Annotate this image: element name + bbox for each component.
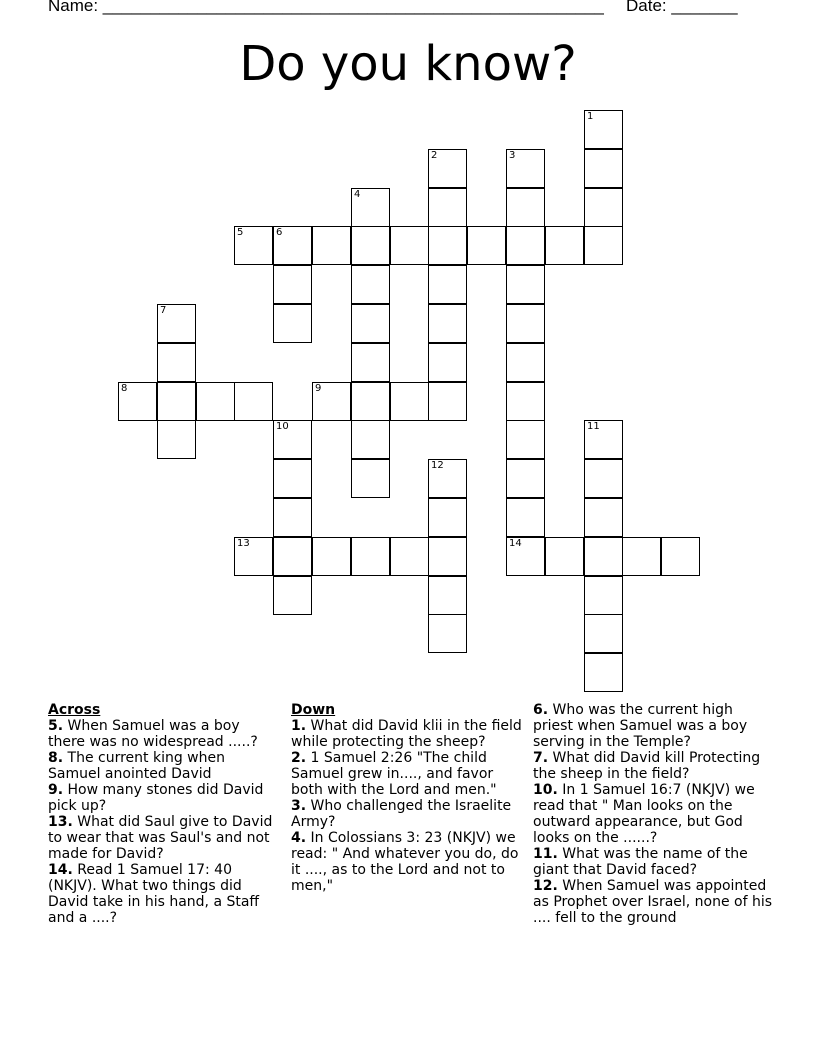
grid-cell[interactable] bbox=[584, 149, 623, 188]
grid-cell[interactable] bbox=[273, 265, 312, 304]
down-clues bbox=[291, 702, 523, 894]
clue-across-5: 5. When Samuel was a boy there was no widespread .....? bbox=[48, 718, 258, 750]
grid-cell[interactable] bbox=[506, 226, 545, 265]
grid-cell[interactable] bbox=[506, 188, 545, 227]
clue-down-4: 4. In Colossians 3: 23 (NKJV) we read: " And whatever you do, do it ...., as to the Lord and not to men," bbox=[291, 830, 519, 894]
grid-cell[interactable] bbox=[351, 537, 390, 576]
grid-cell[interactable] bbox=[506, 265, 545, 304]
grid-cell[interactable] bbox=[390, 537, 429, 576]
grid-cell[interactable] bbox=[467, 226, 506, 265]
clue-number: 3 bbox=[509, 150, 516, 161]
grid-cell[interactable] bbox=[273, 537, 312, 576]
grid-cell[interactable] bbox=[428, 188, 467, 227]
grid-cell[interactable] bbox=[157, 343, 196, 382]
grid-cell[interactable] bbox=[661, 537, 700, 576]
grid-cell[interactable] bbox=[351, 188, 390, 227]
grid-cell[interactable] bbox=[351, 382, 390, 421]
clue-across-13: 13. What did Saul give to David to wear that was Saul's and not made for David? bbox=[48, 814, 273, 862]
grid-cell[interactable] bbox=[428, 382, 467, 421]
grid-cell[interactable] bbox=[545, 226, 584, 265]
grid-cell[interactable] bbox=[351, 304, 390, 343]
across-clues bbox=[48, 702, 278, 926]
clue-across-14: 14. Read 1 Samuel 17: 40 (NKJV). What two things did David take in his hand, a Staff and a ....? bbox=[48, 862, 260, 926]
grid-cell[interactable] bbox=[390, 382, 429, 421]
grid-cell[interactable] bbox=[351, 420, 390, 459]
grid-cell[interactable] bbox=[506, 343, 545, 382]
grid-cell[interactable] bbox=[584, 420, 623, 459]
clue-number: 13 bbox=[237, 538, 250, 549]
grid-cell[interactable] bbox=[234, 382, 273, 421]
clue-number: 8 bbox=[121, 383, 128, 394]
grid-cell[interactable] bbox=[584, 226, 623, 265]
clue-down-6: 6. Who was the current high priest when Samuel was a boy serving in the Temple? bbox=[533, 702, 748, 750]
grid-cell[interactable] bbox=[234, 226, 273, 265]
date-field[interactable]: Date: _______ bbox=[626, 0, 738, 15]
grid-cell[interactable] bbox=[506, 304, 545, 343]
grid-cell[interactable] bbox=[506, 459, 545, 498]
grid-cell[interactable] bbox=[584, 537, 623, 576]
clue-number: 9 bbox=[315, 383, 322, 394]
grid-cell[interactable] bbox=[584, 614, 623, 653]
grid-cell[interactable] bbox=[506, 537, 545, 576]
grid-cell[interactable] bbox=[157, 420, 196, 459]
grid-cell[interactable] bbox=[584, 188, 623, 227]
grid-cell[interactable] bbox=[584, 110, 623, 149]
grid-cell[interactable] bbox=[428, 576, 467, 615]
grid-cell[interactable] bbox=[428, 614, 467, 653]
grid-cell[interactable] bbox=[622, 537, 661, 576]
grid-cell[interactable] bbox=[545, 537, 584, 576]
grid-cell[interactable] bbox=[506, 382, 545, 421]
name-field[interactable]: Name: _____________________________________________________ bbox=[48, 0, 604, 15]
grid-cell[interactable] bbox=[584, 653, 623, 692]
grid-cell[interactable] bbox=[428, 149, 467, 188]
grid-cell[interactable] bbox=[351, 343, 390, 382]
grid-cell[interactable] bbox=[428, 343, 467, 382]
grid-cell[interactable] bbox=[196, 382, 235, 421]
clue-across-9: 9. How many stones did David pick up? bbox=[48, 782, 264, 814]
clue-number: 4 bbox=[354, 189, 361, 200]
header bbox=[48, 0, 768, 16]
grid-cell[interactable] bbox=[390, 226, 429, 265]
grid-cell[interactable] bbox=[428, 498, 467, 537]
grid-cell[interactable] bbox=[428, 459, 467, 498]
clue-down-2: 2. 1 Samuel 2:26 "The child Samuel grew in...., and favor both with the Lord and men." bbox=[291, 750, 497, 798]
grid-cell[interactable] bbox=[584, 498, 623, 537]
clue-number: 5 bbox=[237, 227, 244, 238]
grid-cell[interactable] bbox=[506, 498, 545, 537]
clue-number: 7 bbox=[160, 305, 167, 316]
page-title: Do you know? bbox=[239, 36, 577, 92]
grid-cell[interactable] bbox=[312, 226, 351, 265]
down-heading: Down bbox=[291, 702, 336, 718]
grid-cell[interactable] bbox=[273, 498, 312, 537]
grid-cell[interactable] bbox=[234, 537, 273, 576]
clue-number: 14 bbox=[509, 538, 522, 549]
clue-down-10: 10. In 1 Samuel 16:7 (NKJV) we read that " Man looks on the outward appearance, but God looks on the ......? bbox=[533, 782, 755, 846]
clue-number: 1 bbox=[587, 111, 594, 122]
clue-number: 6 bbox=[276, 227, 283, 238]
grid-cell[interactable] bbox=[312, 537, 351, 576]
clue-number: 11 bbox=[587, 421, 600, 432]
grid-cell[interactable] bbox=[428, 265, 467, 304]
grid-cell[interactable] bbox=[157, 304, 196, 343]
grid-cell[interactable] bbox=[584, 459, 623, 498]
clue-across-8: 8. The current king when Samuel anointed David bbox=[48, 750, 225, 782]
clue-down-12: 12. When Samuel was appointed as Prophet over Israel, none of his .... fell to the ground bbox=[533, 878, 773, 926]
grid-cell[interactable] bbox=[273, 304, 312, 343]
grid-cell[interactable] bbox=[428, 537, 467, 576]
grid-cell[interactable] bbox=[584, 576, 623, 615]
grid-cell[interactable] bbox=[157, 382, 196, 421]
grid-cell[interactable] bbox=[506, 420, 545, 459]
down-clues-continued bbox=[533, 702, 773, 956]
clue-number: 10 bbox=[276, 421, 289, 432]
grid-cell[interactable] bbox=[428, 226, 467, 265]
grid-cell[interactable] bbox=[351, 226, 390, 265]
clue-down-1: 1. What did David klii in the field while protecting the sheep? bbox=[291, 718, 522, 750]
clue-number: 2 bbox=[431, 150, 438, 161]
across-heading: Across bbox=[48, 702, 101, 718]
grid-cell[interactable] bbox=[351, 459, 390, 498]
grid-cell[interactable] bbox=[118, 382, 157, 421]
grid-cell[interactable] bbox=[273, 576, 312, 615]
grid-cell[interactable] bbox=[273, 420, 312, 459]
grid-cell[interactable] bbox=[506, 149, 545, 188]
clue-down-11: 11. What was the name of the giant that David faced? bbox=[533, 846, 748, 878]
grid-cell[interactable] bbox=[428, 304, 467, 343]
clue-down-7: 7. What did David kill Protecting the sheep in the field? bbox=[533, 750, 761, 782]
grid-cell[interactable] bbox=[351, 265, 390, 304]
clue-down-3: 3. Who challenged the Israelite Army? bbox=[291, 798, 512, 830]
clue-number: 12 bbox=[431, 460, 444, 471]
grid-cell[interactable] bbox=[312, 382, 351, 421]
grid-cell[interactable] bbox=[273, 459, 312, 498]
grid-cell[interactable] bbox=[273, 226, 312, 265]
